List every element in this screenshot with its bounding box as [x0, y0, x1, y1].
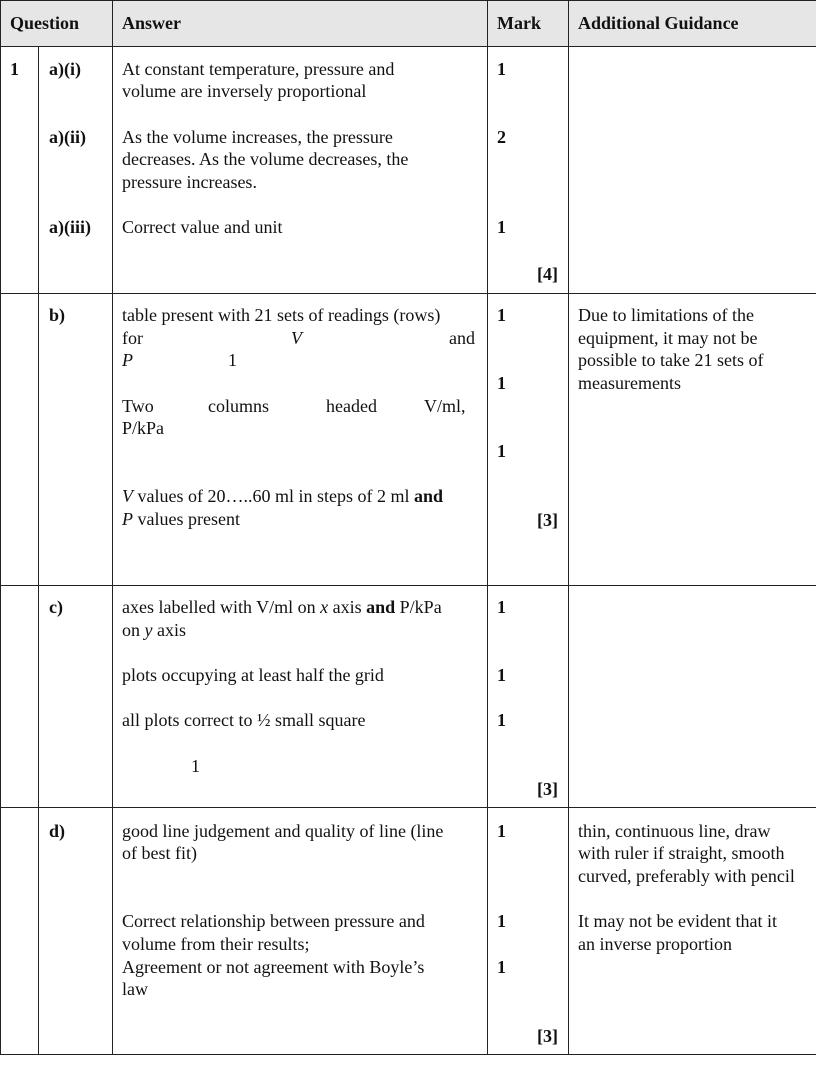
answer-b-and: and [449, 328, 475, 348]
guidance-d-line-1: thin, continuous line, draw [578, 821, 771, 841]
table-bottom-border [0, 1054, 816, 1055]
answer-d-line-5: Agreement or not agreement with Boyle’s [122, 957, 425, 977]
guidance-b-line-3: possible to take 21 sets of [578, 350, 764, 370]
mark-d-3: 1 [497, 957, 506, 977]
answer-b-v-values-text: values of 20…..60 ml in steps of 2 ml [133, 486, 414, 506]
answer-c-and: and [366, 597, 396, 617]
header-answer: Answer [122, 13, 181, 33]
mark-a-i: 1 [497, 59, 506, 79]
answer-a-iii-line-1: Correct value and unit [122, 217, 283, 237]
answer-c-line-1 [122, 596, 442, 619]
row-divider-d [0, 807, 816, 808]
guidance-d-line-5: an inverse proportion [578, 934, 732, 954]
guidance-d-line-3: curved, preferably with pencil [578, 866, 795, 886]
answer-c-on: on [122, 620, 145, 640]
mark-a-iii: 1 [497, 217, 506, 237]
part-label-a-iii: a)(iii) [49, 217, 91, 237]
answer-b-line-v-values [122, 485, 443, 508]
answer-a-ii-line-2: decreases. As the volume decreases, the [122, 149, 409, 169]
part-label-d: d) [49, 821, 66, 841]
answer-d-line-2: of best fit) [122, 843, 197, 863]
total-mark-b: [3] [537, 510, 558, 530]
header-question: Question [10, 13, 80, 33]
mark-d-1: 1 [497, 821, 506, 841]
guidance-b-line-4: measurements [578, 373, 681, 393]
table-top-border [0, 0, 816, 1]
answer-b-line-p-values [122, 508, 240, 531]
answer-b-v-values-and: and [413, 486, 444, 506]
mark-c-2: 1 [497, 665, 506, 685]
answer-a-i-line-1: At constant temperature, pressure and [122, 59, 395, 79]
answer-c-x-symbol: x [320, 597, 329, 617]
answer-b-columns: columns [208, 396, 269, 416]
answer-c-line-5: 1 [191, 756, 200, 776]
total-mark-c: [3] [537, 779, 558, 799]
answer-b-two: Two [122, 396, 154, 416]
subpart-column-divider [38, 46, 39, 1055]
mark-c-1: 1 [497, 597, 506, 617]
mark-d-2: 1 [497, 911, 506, 931]
answer-b-v-values-symbol: V [122, 486, 133, 506]
header-mark: Mark [497, 13, 541, 33]
answer-c-y-symbol: y [144, 620, 153, 640]
guidance-d-line-2: with ruler if straight, smooth [578, 843, 785, 863]
answer-c-y-axis-text: axis [152, 620, 186, 640]
answer-a-ii-line-3: pressure increases. [122, 172, 257, 192]
answer-a-i-line-2: volume are inversely proportional [122, 81, 367, 101]
answer-column-divider [112, 0, 113, 1055]
answer-b-pkpa: P/kPa [122, 418, 165, 438]
answer-c-pkpa: P/kPa [395, 597, 442, 617]
answer-b-vml: V/ml, [424, 396, 466, 416]
guidance-b-line-1: Due to limitations of the [578, 305, 754, 325]
answer-b-p-values-symbol: P [122, 509, 133, 529]
mark-column-divider [487, 0, 488, 1055]
row-divider-b [0, 293, 816, 294]
answer-b-v-symbol: V [291, 328, 302, 348]
answer-c-axes-text: axes labelled with V/ml on [122, 597, 321, 617]
part-label-a-i: a)(i) [49, 59, 81, 79]
answer-b-headed: headed [326, 396, 377, 416]
part-label-b: b) [49, 305, 66, 325]
mark-b-2: 1 [497, 373, 506, 393]
answer-b-p-values-text: values present [133, 509, 240, 529]
answer-d-line-6: law [122, 979, 148, 999]
answer-a-ii-line-1: As the volume increases, the pressure [122, 127, 393, 147]
total-mark-a: [4] [537, 264, 558, 284]
mark-c-3: 1 [497, 710, 506, 730]
answer-d-line-3: Correct relationship between pressure and [122, 911, 425, 931]
answer-b-p-symbol: P [122, 350, 133, 370]
part-label-a-ii: a)(ii) [49, 127, 86, 147]
guidance-column-divider [568, 0, 569, 1055]
answer-d-line-1: good line judgement and quality of line (line [122, 821, 444, 841]
guidance-d-line-4: It may not be evident that it [578, 911, 777, 931]
answer-b-for: for [122, 328, 143, 348]
mark-b-1: 1 [497, 305, 506, 325]
guidance-b-line-2: equipment, it may not be [578, 328, 758, 348]
part-label-c: c) [49, 597, 63, 617]
header-guidance: Additional Guidance [578, 13, 739, 33]
table-left-border [0, 0, 1, 1055]
answer-c-axis-text: axis [328, 597, 367, 617]
answer-c-line-3: plots occupying at least half the grid [122, 665, 384, 685]
answer-d-line-4: volume from their results; [122, 934, 310, 954]
header-bottom-border [0, 46, 816, 47]
answer-c-line-2 [122, 619, 186, 642]
row-divider-c [0, 585, 816, 586]
mark-b-3: 1 [497, 441, 506, 461]
mark-a-ii: 2 [497, 127, 506, 147]
answer-c-line-4: all plots correct to ½ small square [122, 710, 366, 730]
question-number: 1 [10, 59, 19, 79]
answer-b-one: 1 [228, 350, 237, 370]
total-mark-d: [3] [537, 1026, 558, 1046]
answer-b-line-1: table present with 21 sets of readings (rows) [122, 305, 441, 325]
